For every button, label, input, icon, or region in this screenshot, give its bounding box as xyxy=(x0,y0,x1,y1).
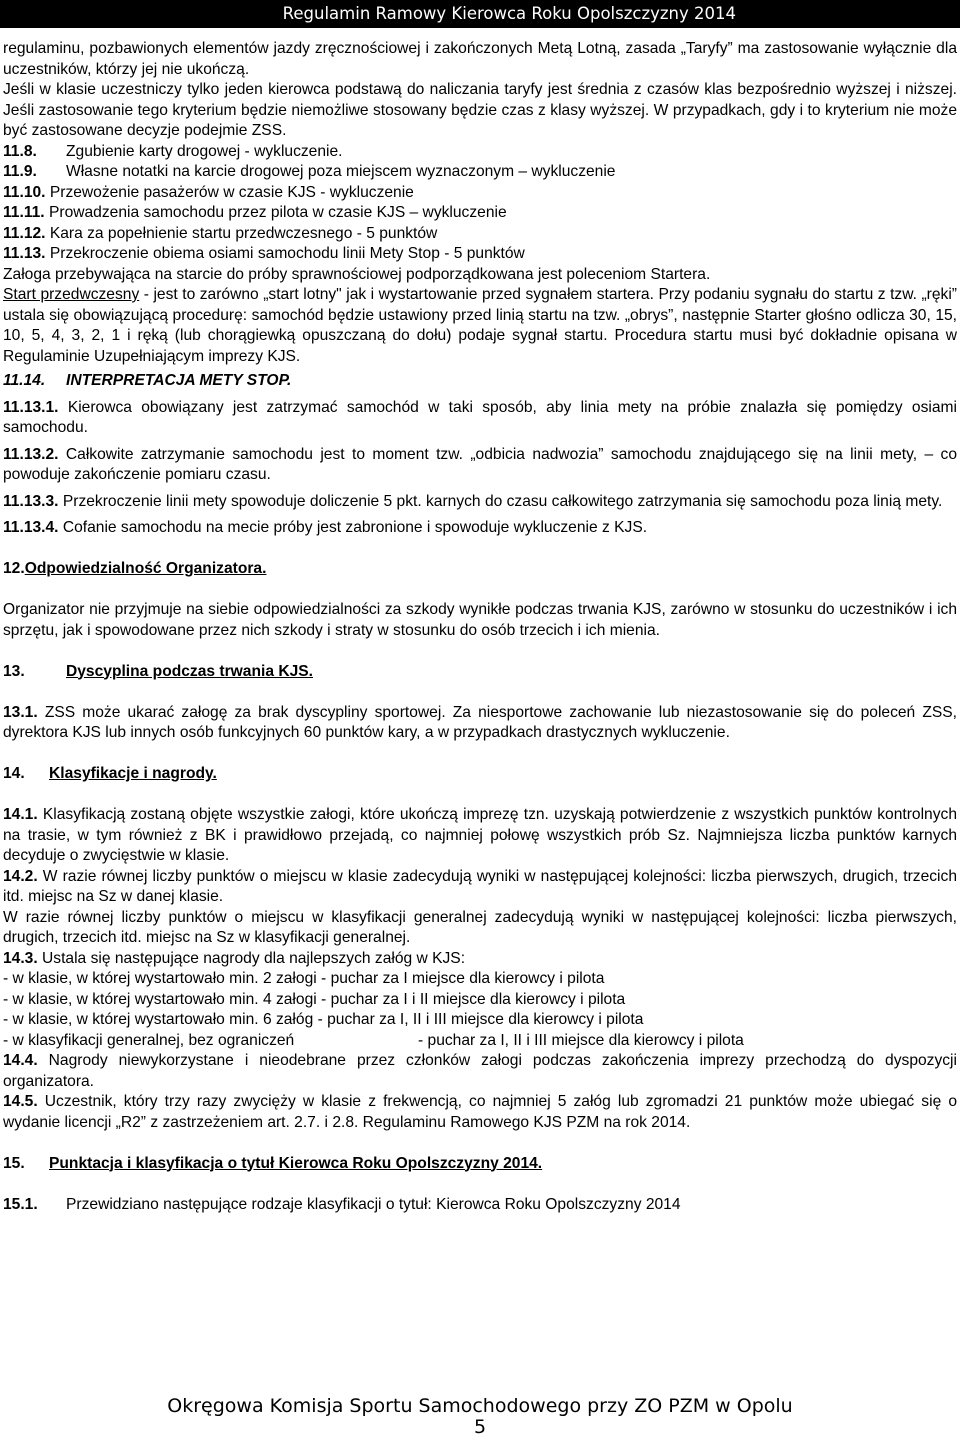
page-header xyxy=(0,0,960,28)
section-subheading: 11.14. INTERPRETACJA METY STOP. xyxy=(3,372,292,389)
paragraph: Organizator nie przyjmuje na siebie odpowiedzialności za szkody wynikłe podczas trwania KJS, zarówno w stosunku do uczestników i ich sprzętu, jak i spowodowane przez nich szkody i straty w stosunku do osób trzecich i ich mienia. xyxy=(3,601,957,639)
list-item: 11.13.4. Cofanie samochodu na mecie próby jest zabronione i spowoduje wykluczenie z KJS. xyxy=(3,519,648,536)
list-item: 11.13.3. Przekroczenie linii mety spowoduje doliczenie 5 pkt. karnych do czasu całkowitego zatrzymania się samochodu poza linią mety. xyxy=(3,492,943,510)
paragraph: Start przedwczesny - jest to zarówno „start lotny" jak i wystartowanie przed sygnałem startera. Przy podaniu sygnału do startu z tzw. „ręki” ustala się obowiązującą procedurę: samochód będzie ustawiony przed linią startu na tzw. „obrys”, następnie Starter głośno odlicza 30, 15, 10, 5, 4, 3, 2, 1 i ręką (lub chorągiewką opuszczaną do dołu) podaje sygnał startu. Procedura startu musi być dokładnie opisana w Regulaminie Uzupełniającym imprezy KJS. xyxy=(3,286,957,365)
paragraph: Jeśli w klasie uczestniczy tylko jeden kierowca podstawą do naliczania taryfy jest średnia z czasów klas bezpośrednio wyższej i niższej. Jeśli zastosowanie tego kryterium będzie niemożliwe stosowany będzie czas z klasy wyższej. W przypadkach, gdy i to kryterium nie może być zastosowane decyzje podejmie ZSS. xyxy=(3,81,957,139)
section-heading: 12.Odpowiedzialność Organizatora. xyxy=(3,560,267,577)
list-item: 11.9. Własne notatki na karcie drogowej poza miejscem wyznaczonym – wykluczenie xyxy=(3,163,616,180)
list-item: 11.13.1. Kierowca obowiązany jest zatrzymać samochód w taki sposób, aby linia mety na próbie znalazła się pomiędzy osiami samochodu. xyxy=(3,398,957,436)
section-heading: 14. Klasyfikacje i nagrody. xyxy=(3,765,217,782)
list-item: 11.13. Przekroczenie obiema osiami samochodu linii Mety Stop - 5 punktów xyxy=(3,245,525,262)
paragraph: 14.5. Uczestnik, który trzy razy zwycięży w klasie z frekwencją, co najmniej 5 załóg lub zgromadzi 21 punktów może ubiegać się o wydanie licencji „R2” z zastrzeżeniem art. 2.7. i 2.8. Regulaminu Ramowego KJS PZM na rok 2014. xyxy=(3,1093,957,1131)
paragraph: Załoga przebywająca na starcie do próby sprawnościowej podporządkowana jest poleceniom Startera. xyxy=(3,265,711,283)
list-item: 11.12. Kara za popełnienie startu przedwczesnego - 5 punktów xyxy=(3,224,438,242)
list-item: - w klasie, w której wystartowało min. 6 załóg - puchar za I, II i III miejsce dla kierowcy i pilota xyxy=(3,1011,644,1028)
section-heading: 15. Punktacja i klasyfikacja o tytuł Kierowca Roku Opolszczyzny 2014. xyxy=(3,1154,543,1172)
footer-organization: Okręgowa Komisja Sportu Samochodowego przy ZO PZM w Opolu xyxy=(167,1395,793,1417)
list-item: - w klasyfikacji generalnej, bez ograniczeń - puchar za I, II i III miejsce dla kierowcy i pilota xyxy=(3,1031,744,1049)
list-item: 11.13.2. Całkowite zatrzymanie samochodu jest to moment tzw. „odbicia nadwozia” samochodu znajdującego się na linii mety, – co powoduje zakończenie pomiaru czasu. xyxy=(3,445,957,483)
section-heading: 13. Dyscyplina podczas trwania KJS. xyxy=(3,662,313,680)
document-body xyxy=(3,39,957,1215)
list-item: - w klasie, w której wystartowało min. 4 załogi - puchar za I i II miejsce dla kierowcy i pilota xyxy=(3,990,626,1008)
list-item: 11.11. Prowadzenia samochodu przez pilota w czasie KJS – wykluczenie xyxy=(3,204,507,221)
page-number: 5 xyxy=(473,1416,487,1438)
paragraph: 15.1. Przewidziano następujące rodzaje klasyfikacji o tytuł: Kierowca Roku Opolszczyzny 2014 xyxy=(3,1195,681,1213)
paragraph: W razie równej liczby punktów o miejscu w klasyfikacji generalnej zadecydują wyniki w następującej kolejności: liczba pierwszych, drugich, trzecich itd. miejsc na Sz w klasyfikacji generalnej. xyxy=(3,908,957,946)
list-item: 11.10. Przewożenie pasażerów w czasie KJS - wykluczenie xyxy=(3,183,414,201)
paragraph: 14.3. Ustala się następujące nagrody dla najlepszych załóg w KJS: xyxy=(3,949,466,967)
header-title: Regulamin Ramowy Kierowca Roku Opolszczyzny 2014 xyxy=(282,4,736,23)
paragraph: 14.4. Nagrody niewykorzystane i nieodebrane przez członków załogi podczas zakończenia imprezy przechodzą do dyspozycji organizatora. xyxy=(3,1052,957,1090)
list-item: - w klasie, w której wystartowało min. 2 załogi - puchar za I miejsce dla kierowcy i pilota xyxy=(3,970,605,987)
list-item: 11.8. Zgubienie karty drogowej - wykluczenie. xyxy=(3,142,343,160)
paragraph: regulaminu, pozbawionych elementów jazdy zręcznościowej i zakończonych Metą Lotną, zasada „Taryfy” ma zastosowanie wyłącznie dla uczestników, którzy jej nie ukończą. xyxy=(3,40,957,78)
paragraph: 14.1. Klasyfikacją zostaną objęte wszystkie załogi, które ukończą imprezę tzn. uzyskają potwierdzenie z wszystkich punktów kontrolnych na trasie, w tym również z BK i prawidłowo przejadą, co najmniej połowę wszystkich prób Sz. Najmniejsza liczba punktów karnych decyduje o zwycięstwie w klasie. xyxy=(3,806,957,864)
paragraph: 13.1. ZSS może ukarać załogę za brak dyscypliny sportowej. Za niesportowe zachowanie lub niezastosowanie się do poleceń ZSS, dyrektora KJS lub innych osób funkcyjnych 60 punktów kary, a w przypadkach drastycznych wykluczenie. xyxy=(3,703,957,741)
paragraph: 14.2. W razie równej liczby punktów o miejscu w klasie zadecydują wyniki w następującej kolejności: liczba pierwszych, drugich, trzecich itd. miejsc na Sz w danej klasie. xyxy=(3,867,957,905)
